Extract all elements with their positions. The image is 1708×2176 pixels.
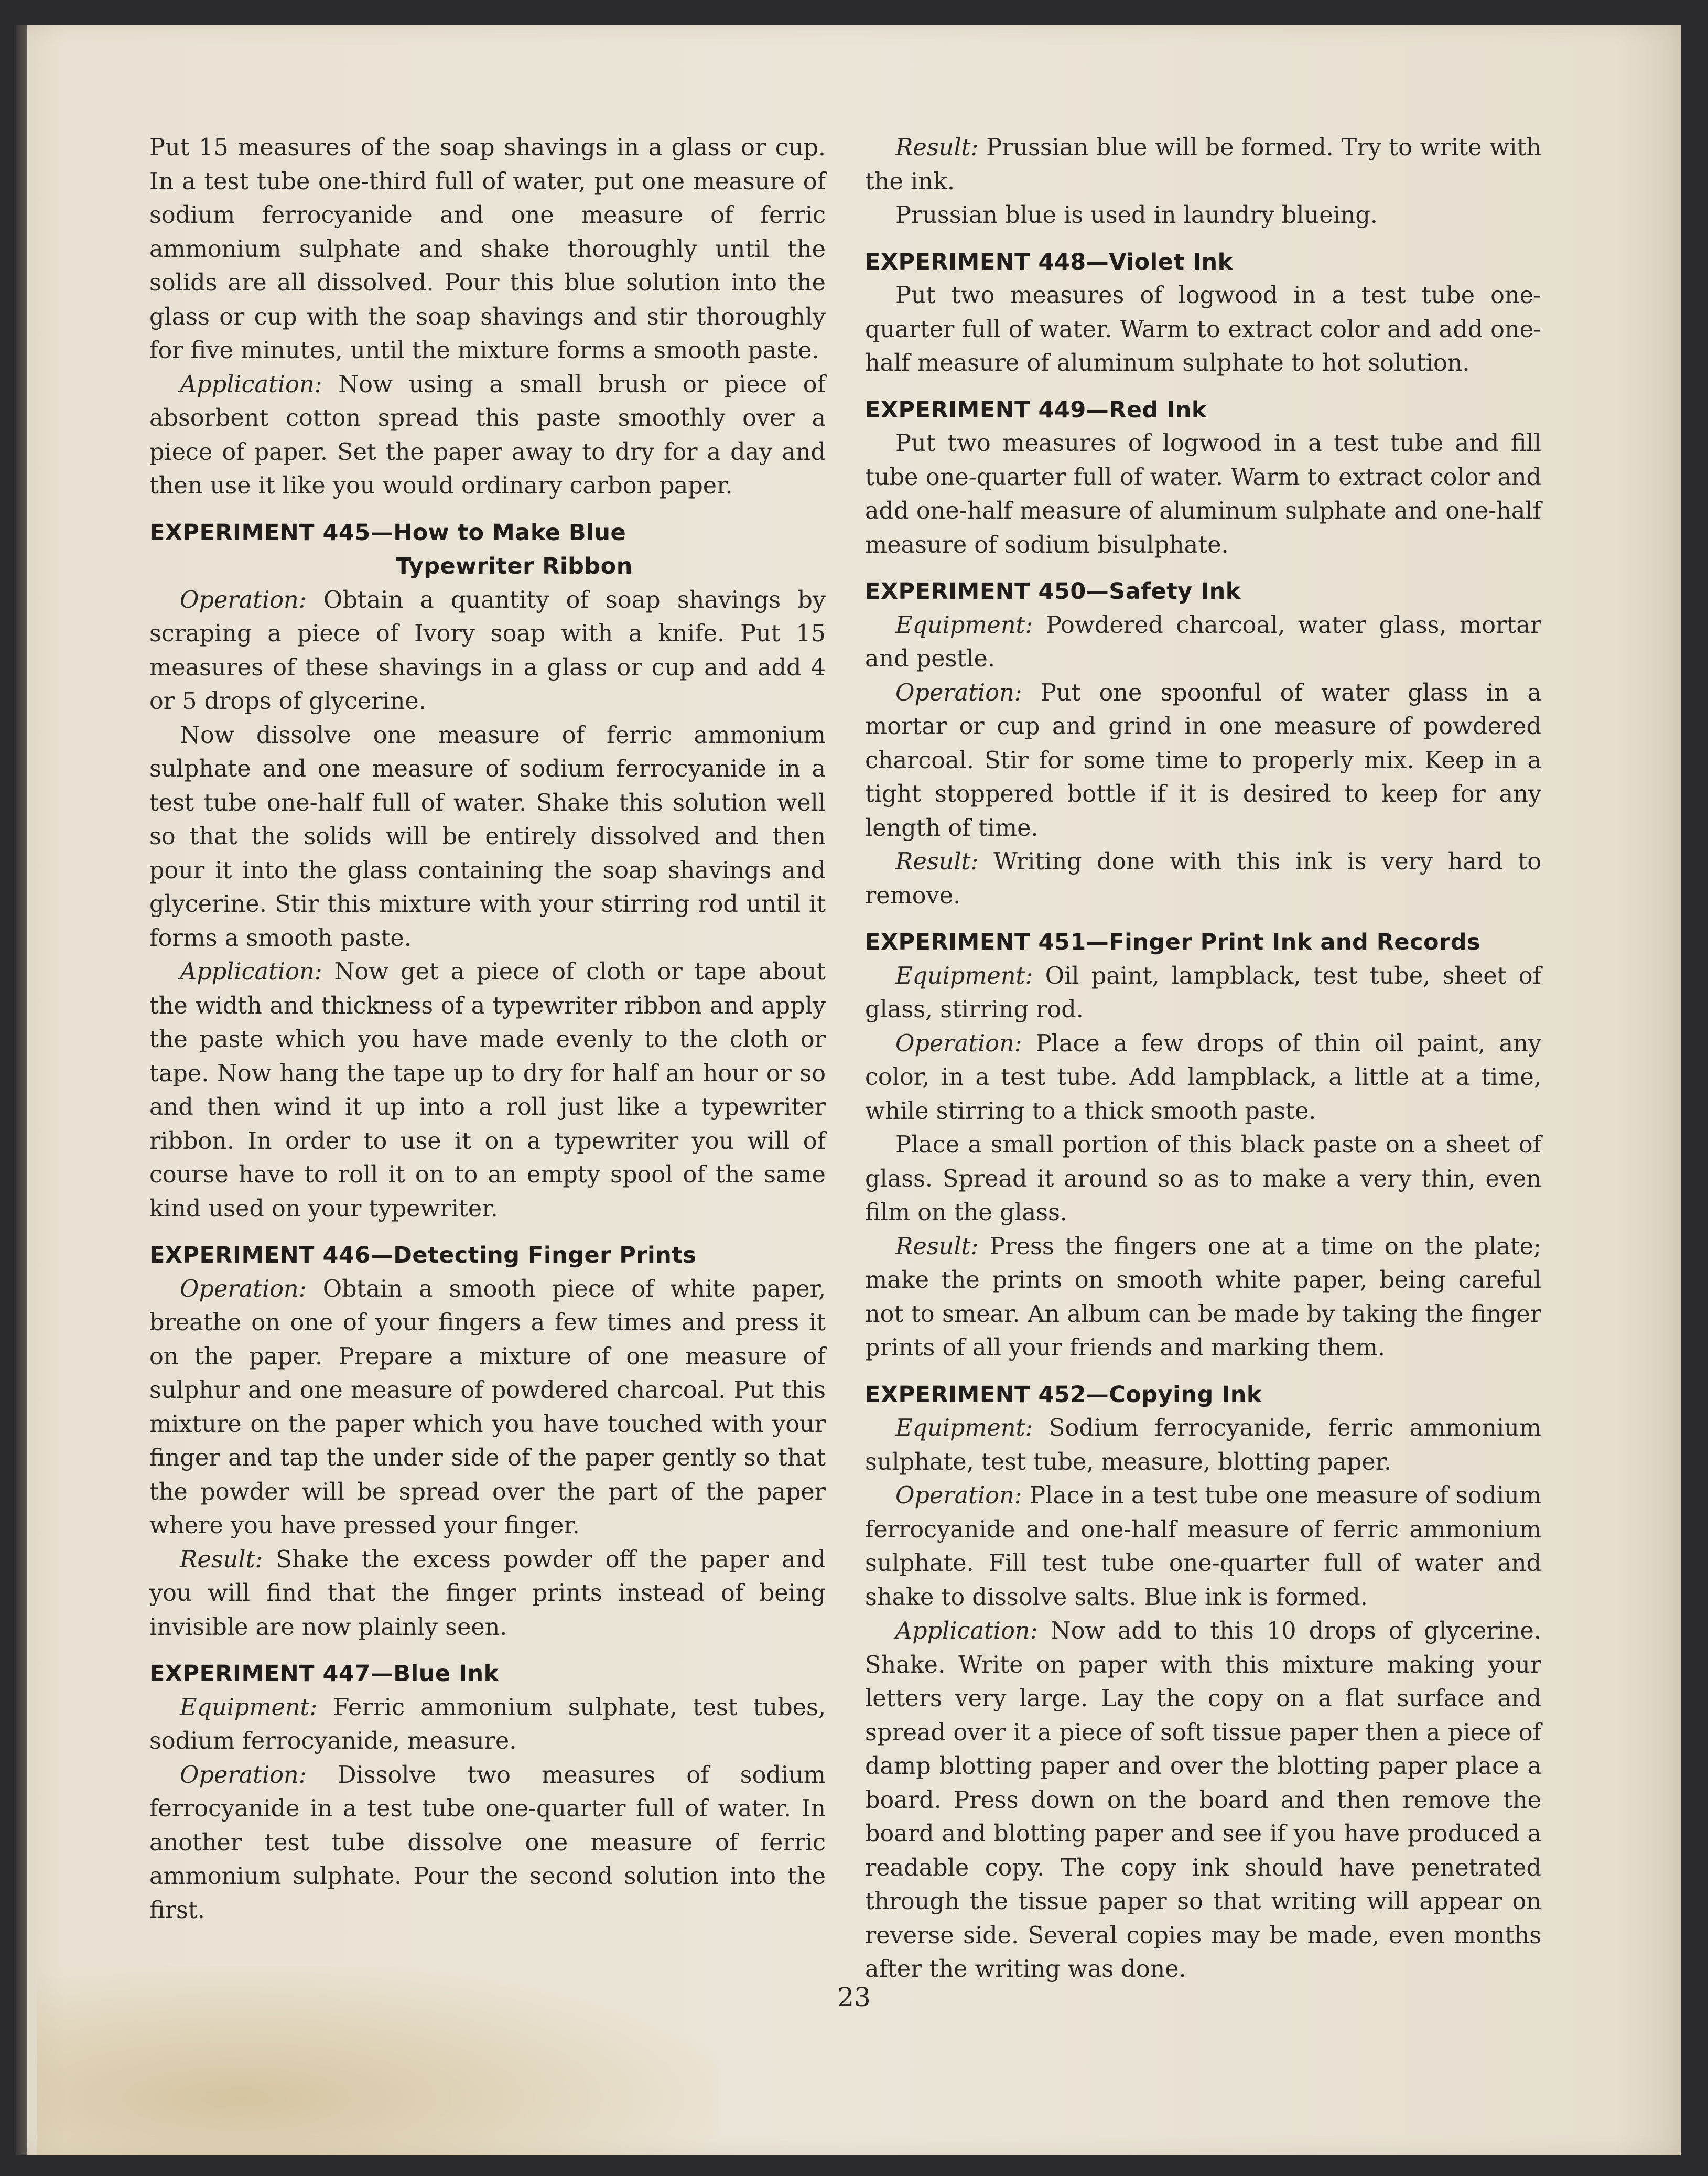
result-label: Result: <box>895 848 979 875</box>
exp451-equipment <box>865 960 1541 1027</box>
equipment-text: Ferric ammonium sulphate, test tubes, sodium ferrocyanide, measure. <box>149 1694 826 1754</box>
exp451-result <box>865 1230 1541 1365</box>
operation-label: Operation: <box>180 1275 307 1302</box>
exp451-operation <box>865 1027 1541 1129</box>
experiment-451-heading: EXPERIMENT 451—Finger Print Ink and Records <box>865 929 1481 955</box>
application-label: Application: <box>180 371 322 398</box>
result-label: Result: <box>895 134 979 161</box>
application-label: Application: <box>895 1618 1038 1644</box>
exp447-operation <box>149 1759 826 1928</box>
application-text: Now using a small brush or piece of absorbent cotton spread this paste smoothly over a piece of paper. Set the paper away to dry for a day and then use it like you would ordinary carbon paper. <box>149 371 826 499</box>
exp452-equipment <box>865 1412 1541 1479</box>
application-text: Now add to this 10 drops of glycerine. Shake. Write on paper with this mixture making your letters very large. Lay the copy on a flat surface and spread over it a piece of soft tissue paper then a piece of damp blotting paper and over the blotting paper place a board. Press down on the board and then remove the board and blotting paper and see if you have produced a readable copy. The copy ink should have penetrated through the tissue paper so that writing will appear on reverse side. Several copies may be made, even months after the writing was done. <box>865 1618 1541 1983</box>
exp450-result <box>865 845 1541 913</box>
equipment-label: Equipment: <box>895 611 1033 639</box>
intro-application <box>149 368 826 503</box>
experiment-450-heading: EXPERIMENT 450—Safety Ink <box>865 578 1241 605</box>
result-label: Result: <box>180 1546 263 1573</box>
exp446-result <box>149 1543 826 1645</box>
operation-label: Operation: <box>180 1761 307 1789</box>
application-text: Now get a piece of cloth or tape about the width and thickness of a typewriter ribbon and apply the paste which you have made evenly to the cloth or tape. Now hang the tape up to dry for half an hour or so and then wind it up into a roll just like a typewriter ribbon. In order to use it on a typewriter you will of course have to roll it on to an empty spool of the same kind used on your typewriter. <box>149 958 826 1222</box>
operation-label: Operation: <box>180 586 307 613</box>
result-text: Press the fingers one at a time on the plate; make the prints on smooth white paper, being careful not to smear. An album can be made by taking the finger prints of all your friends and marking them. <box>865 1233 1541 1361</box>
experiment-446-heading: EXPERIMENT 446—Detecting Finger Prints <box>149 1242 697 1268</box>
result-text: Writing done with this ink is very hard to remove. <box>865 848 1541 909</box>
exp447-result <box>865 131 1541 199</box>
result-text: Prussian blue will be formed. Try to write with the ink. <box>865 134 1541 195</box>
exp445-paragraph-2: Now dissolve one measure of ferric ammonium sulphate and one measure of sodium ferrocyanide in a test tube one-half full of water. Shake this solution well so that the solids will be entirely dissolved and then pour it into the glass containing the soap shavings and glycerine. Stir this mixture with your stirring rod until it forms a smooth paste. <box>149 721 826 952</box>
binding-spine <box>16 25 27 2155</box>
exp445-operation <box>149 584 826 719</box>
equipment-text: Sodium ferrocyanide, ferric ammonium sulphate, test tube, measure, blotting paper. <box>865 1415 1541 1475</box>
exp452-application <box>865 1614 1541 1987</box>
intro-paragraph: Put 15 measures of the soap shavings in a glass or cup. In a test tube one-third full of water, put one measure of sodium ferrocyanide and one measure of ferric ammonium sulphate and shake thoroughly until the solids are all dissolved. Pour this blue solution into the glass or cup with the soap shavings and stir thoroughly for five minutes, until the mixture forms a smooth paste. <box>149 134 826 364</box>
equipment-label: Equipment: <box>180 1694 318 1721</box>
application-label: Application: <box>180 958 322 985</box>
exp450-equipment <box>865 609 1541 676</box>
operation-text: Place a few drops of thin oil paint, any color, in a test tube. Add lampblack, a little at a time, while stirring to a thick smooth paste. <box>865 1030 1541 1125</box>
experiment-448-heading: EXPERIMENT 448—Violet Ink <box>865 249 1233 275</box>
equipment-label: Equipment: <box>895 962 1033 989</box>
experiment-447-heading: EXPERIMENT 447—Blue Ink <box>149 1661 499 1687</box>
operation-label: Operation: <box>895 1482 1022 1509</box>
experiment-449-heading: EXPERIMENT 449—Red Ink <box>865 396 1207 423</box>
heading-line-2: Typewriter Ribbon <box>396 553 633 579</box>
result-text: Shake the excess powder off the paper and you will find that the finger prints instead of being invisible are now plainly seen. <box>149 1546 826 1641</box>
operation-text: Obtain a quantity of soap shavings by scraping a piece of Ivory soap with a knife. Put 15 measures of these shavings in a glass or cup and add 4 or 5 drops of glycerine. <box>149 586 826 715</box>
exp449-text: Put two measures of logwood in a test tube and fill tube one-quarter full of water. Warm to extract color and add one-half measure of aluminum sulphate and one-half measure of sodium bisulphate. <box>865 430 1541 558</box>
heading-line-1: EXPERIMENT 445—How to Make Blue <box>149 519 626 546</box>
operation-text: Place in a test tube one measure of sodium ferrocyanide and one-half measure of ferric ammonium sulphate. Fill test tube one-quarter full of water and shake to dissolve salts. Blue ink is formed. <box>865 1482 1541 1611</box>
exp450-operation <box>865 676 1541 846</box>
operation-text: Dissolve two measures of sodium ferrocyanide in a test tube one-quarter full of water. In another test tube dissolve one measure of ferric ammonium sulphate. Pour the second solution into the first. <box>149 1761 826 1924</box>
equipment-text: Powdered charcoal, water glass, mortar and pestle. <box>865 611 1541 672</box>
result-label: Result: <box>895 1233 979 1260</box>
left-column <box>149 131 826 1927</box>
experiment-445-heading <box>149 516 826 584</box>
exp451-paragraph-2: Place a small portion of this black paste on a sheet of glass. Spread it around so as to make a very thin, even film on the glass. <box>865 1132 1541 1226</box>
operation-text: Put one spoonful of water glass in a mortar or cup and grind in one measure of powdered charcoal. Stir for some time to properly mix. Keep in a tight stoppered bottle if it is desired to keep for any length of time. <box>865 679 1541 842</box>
operation-label: Operation: <box>895 1030 1022 1057</box>
equipment-label: Equipment: <box>895 1415 1033 1441</box>
exp448-text: Put two measures of logwood in a test tube one-quarter full of water. Warm to extract color and add one-half measure of aluminum sulphate to hot solution. <box>865 282 1541 376</box>
exp446-operation <box>149 1273 826 1543</box>
exp447-equipment <box>149 1691 826 1759</box>
exp447-note: Prussian blue is used in laundry blueing. <box>895 202 1378 229</box>
operation-label: Operation: <box>895 679 1022 706</box>
experiment-452-heading: EXPERIMENT 452—Copying Ink <box>865 1381 1262 1408</box>
exp452-operation <box>865 1479 1541 1614</box>
page-number: 23 <box>837 1982 871 2012</box>
right-column <box>865 131 1541 1987</box>
equipment-text: Oil paint, lampblack, test tube, sheet of glass, stirring rod. <box>865 962 1541 1023</box>
operation-text: Obtain a smooth piece of white paper, breathe on one of your fingers a few times and press it on the paper. Prepare a mixture of one measure of sulphur and one measure of powdered charcoal. Put this mixture on the paper which you have touched with your finger and tap the under side of the paper gently so that the powder will be spread over the part of the paper where you have pressed your finger. <box>149 1275 826 1539</box>
exp445-application <box>149 955 826 1226</box>
